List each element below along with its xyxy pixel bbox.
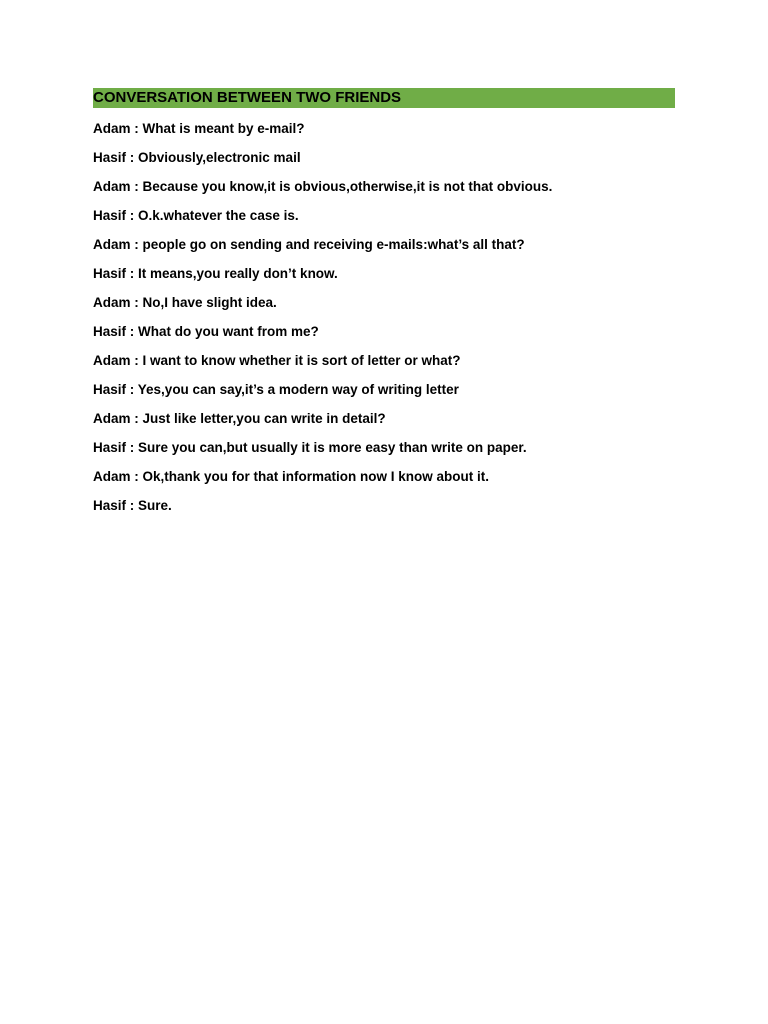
speaker-name: Hasif xyxy=(93,150,127,165)
dialogue-text: Sure you can,but usually it is more easy than write on paper. xyxy=(138,440,527,455)
dialogue-text: Just like letter,you can write in detail? xyxy=(142,411,386,426)
dialogue-line: Hasif : Yes,you can say,it’s a modern way of writing letter xyxy=(93,382,459,397)
dialogue-line: Adam : I want to know whether it is sort of letter or what? xyxy=(93,353,461,368)
speaker-name: Adam xyxy=(93,121,131,136)
dialogue-text: I want to know whether it is sort of letter or what? xyxy=(142,353,461,368)
title-highlight xyxy=(93,88,675,108)
dialogue-line: Hasif : It means,you really don’t know. xyxy=(93,266,338,281)
speaker-name: Hasif xyxy=(93,208,127,223)
dialogue-text: Because you know,it is obvious,otherwise,it is not that obvious. xyxy=(142,179,553,194)
speaker-name: Adam xyxy=(93,469,131,484)
dialogue-line: Hasif : Sure. xyxy=(93,498,172,513)
dialogue-line: Adam : What is meant by e-mail? xyxy=(93,121,305,136)
dialogue-line: Adam : Because you know,it is obvious,otherwise,it is not that obvious. xyxy=(93,179,553,194)
speaker-name: Adam xyxy=(93,179,131,194)
dialogue-line: Hasif : O.k.whatever the case is. xyxy=(93,208,299,223)
speaker-name: Adam xyxy=(93,353,131,368)
dialogue-text: Sure. xyxy=(138,498,172,513)
dialogue-line: Adam : No,I have slight idea. xyxy=(93,295,277,310)
dialogue-line: Adam : Ok,thank you for that information now I know about it. xyxy=(93,469,490,484)
dialogue-line: Adam : Just like letter,you can write in detail? xyxy=(93,411,386,426)
dialogue-text: Yes,you can say,it’s a modern way of writing letter xyxy=(137,382,459,397)
dialogue-text: Obviously,electronic mail xyxy=(138,150,301,165)
dialogue-line: Adam : people go on sending and receiving e-mails:what’s all that? xyxy=(93,237,525,252)
dialogue-text: Ok,thank you for that information now I know about it. xyxy=(142,469,490,484)
speaker-name: Hasif xyxy=(93,498,127,513)
speaker-name: Adam xyxy=(93,295,131,310)
document-title: CONVERSATION BETWEEN TWO FRIENDS xyxy=(93,89,402,106)
dialogue-line: Hasif : What do you want from me? xyxy=(93,324,319,339)
speaker-name: Hasif xyxy=(93,440,127,455)
dialogue-text: What do you want from me? xyxy=(138,324,319,339)
speaker-name: Adam xyxy=(93,237,131,252)
conversation-lines xyxy=(93,119,693,525)
dialogue-text: No,I have slight idea. xyxy=(142,295,277,310)
dialogue-line: Hasif : Sure you can,but usually it is more easy than write on paper. xyxy=(93,440,527,455)
speaker-name: Hasif xyxy=(93,266,127,281)
speaker-name: Hasif xyxy=(93,324,127,339)
dialogue-text: people go on sending and receiving e-mails:what’s all that? xyxy=(142,237,525,252)
dialogue-text: What is meant by e-mail? xyxy=(142,121,305,136)
dialogue-line: Hasif : Obviously,electronic mail xyxy=(93,150,301,165)
dialogue-text: It means,you really don’t know. xyxy=(138,266,338,281)
speaker-name: Adam xyxy=(93,411,131,426)
dialogue-text: O.k.whatever the case is. xyxy=(138,208,299,223)
speaker-name: Hasif xyxy=(93,382,127,397)
